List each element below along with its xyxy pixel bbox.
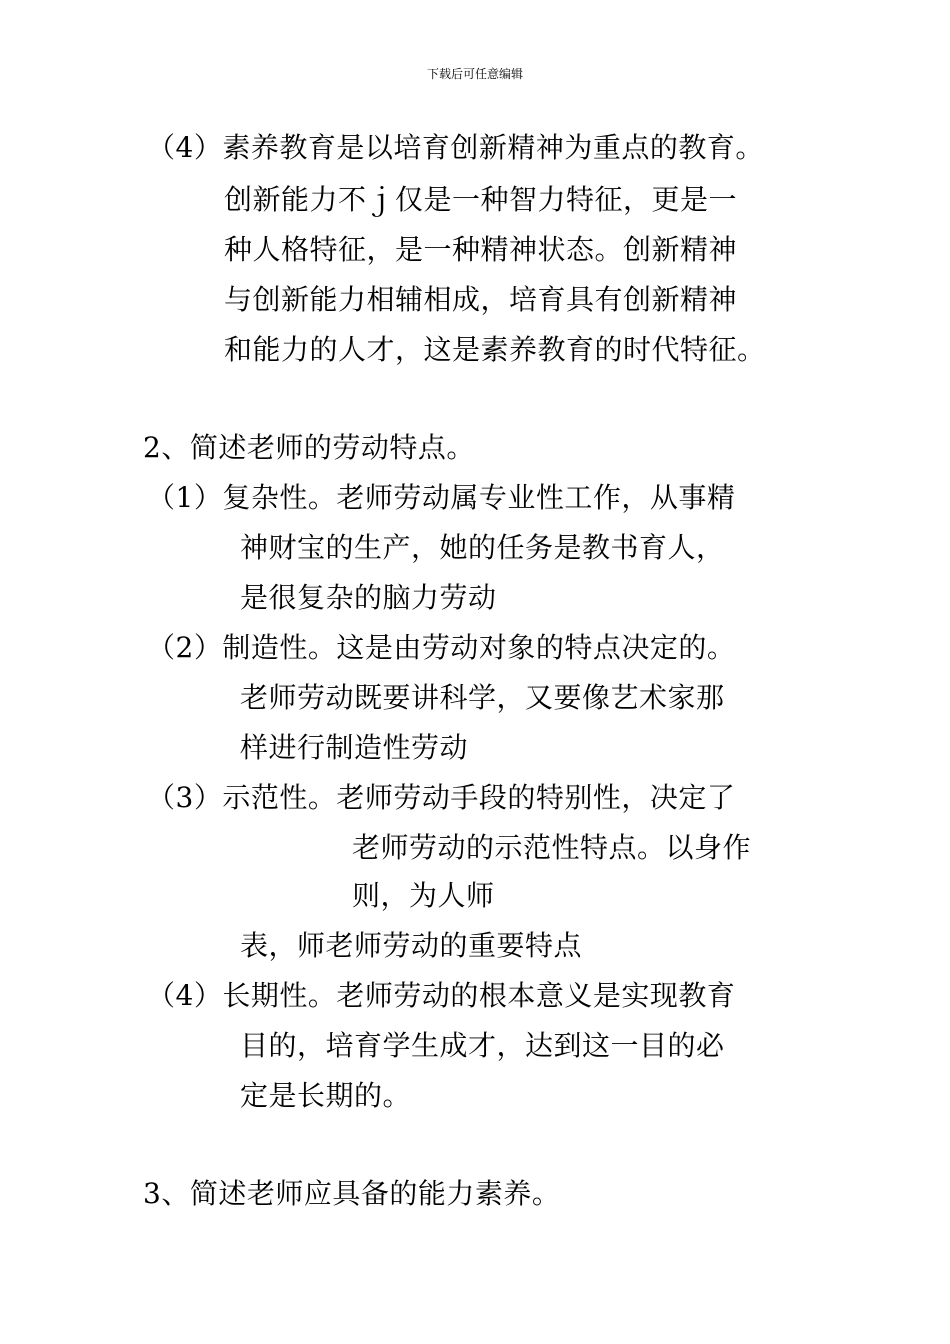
item-marker: [147, 128, 764, 168]
question-3-title: 3、简述老师应具备的能力素养。: [143, 1177, 561, 1210]
marker-text: （1）: [147, 481, 223, 514]
item-first-line: [147, 778, 735, 818]
item-first-line: [147, 628, 735, 668]
item-line: 长期性。老师劳动的根本意义是实现教育: [222, 979, 736, 1012]
item-line: 定是长期的。: [240, 1079, 412, 1112]
item-line: 则，为人师: [352, 879, 495, 912]
item-line: 创新能力不ｊ仅是一种智力特征，更是一: [224, 183, 738, 216]
item-line: 老师劳动既要讲科学，又要像艺术家那: [240, 681, 725, 714]
page-header: 下载后可任意编辑: [426, 67, 523, 81]
marker-text: （3）: [147, 781, 223, 814]
item-line: 示范性。老师劳动手段的特别性，决定了: [222, 781, 736, 814]
marker-text: （4）: [147, 979, 223, 1012]
question-2-title: 2、简述老师的劳动特点。: [143, 431, 475, 464]
marker-text: （4）: [147, 131, 223, 164]
item-line: 制造性。这是由劳动对象的特点决定的。: [222, 631, 736, 664]
item-line: 表，师老师劳动的重要特点: [240, 929, 583, 962]
item-line: 是很复杂的脑力劳动: [240, 581, 497, 614]
item-first-line: [147, 976, 735, 1016]
item-line: 神财宝的生产，她的任务是教书育人，: [240, 531, 725, 564]
item-line: 复杂性。老师劳动属专业性工作，从事精: [222, 481, 736, 514]
item-line: 老师劳动的示范性特点。以身作: [352, 831, 752, 864]
item-line: 与创新能力相辅相成，培育具有创新精神: [224, 283, 738, 316]
item-line: 目的，培育学生成才，达到这一目的必: [240, 1029, 725, 1062]
item-line: 和能力的人才，这是素养教育的时代特征。: [224, 333, 766, 366]
item-line: 种人格特征，是一种精神状态。创新精神: [224, 233, 738, 266]
item-line: 素养教育是以培育创新精神为重点的教育。: [222, 131, 764, 164]
item-line: 样进行制造性劳动: [240, 731, 469, 764]
marker-text: （2）: [147, 631, 223, 664]
item-first-line: [147, 478, 735, 518]
